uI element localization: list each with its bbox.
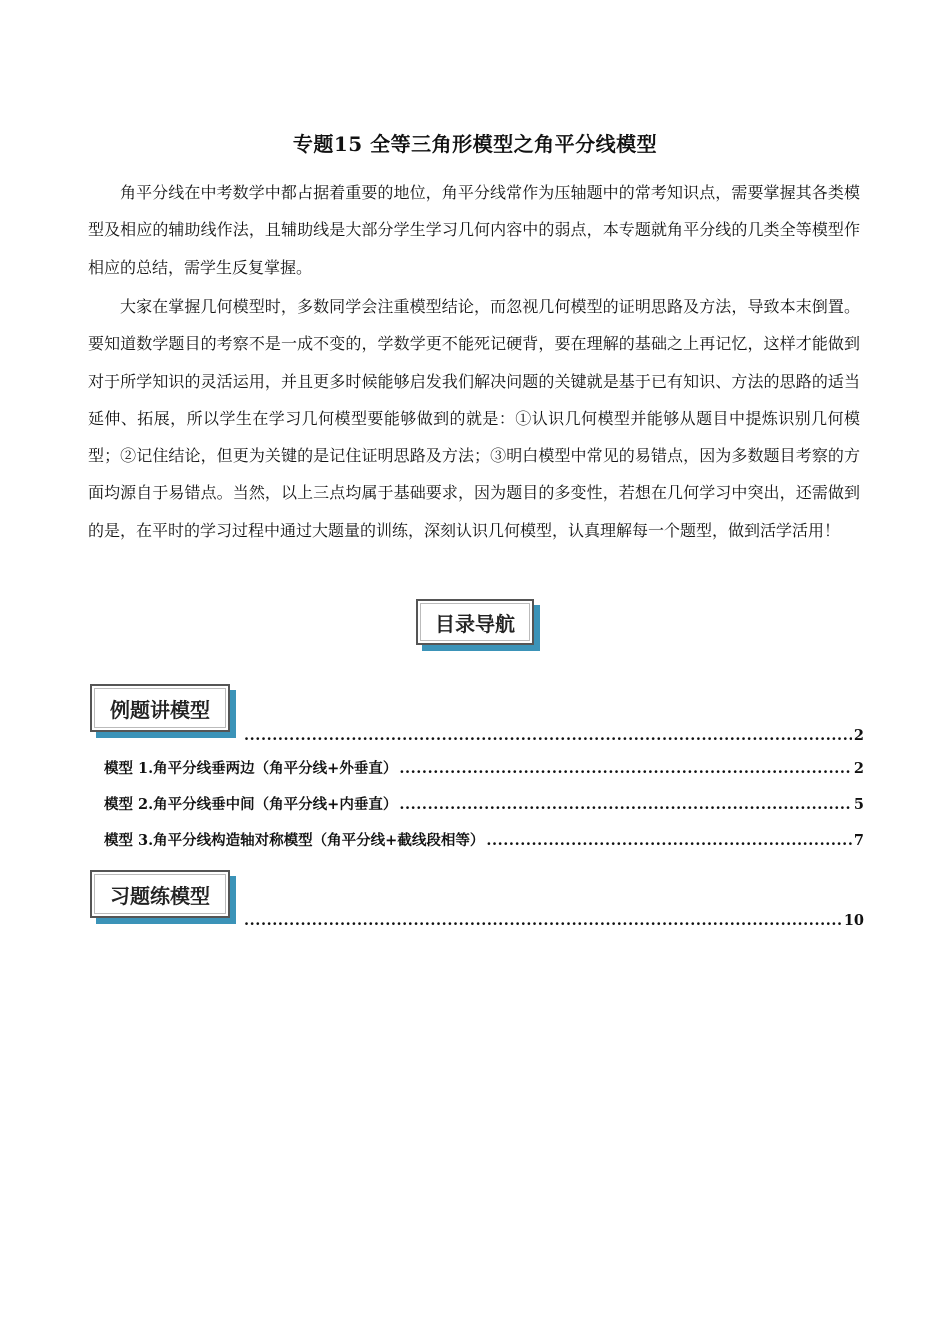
toc-leader-dots — [244, 727, 852, 744]
toc-entry-model-2[interactable] — [104, 793, 864, 814]
toc-page-number: 7 — [853, 832, 864, 849]
toc-entry-model-3[interactable] — [104, 829, 864, 850]
practice-section-heading: 习题练模型 — [90, 870, 230, 918]
toc-entry-label: 模型 3.角平分线构造轴对称模型（角平分线+截线段相等） — [104, 832, 485, 849]
toc-entry-examples[interactable] — [242, 727, 864, 744]
examples-section-heading: 例题讲模型 — [90, 684, 230, 732]
toc-leader-dots — [399, 796, 852, 813]
toc-page-number: 2 — [853, 760, 864, 777]
toc-entry-practice[interactable] — [242, 912, 864, 929]
toc-entry-label: 模型 1.角平分线垂两边（角平分线+外垂直） — [104, 760, 398, 777]
toc-page-number: 10 — [843, 912, 864, 929]
toc-page-number: 2 — [853, 727, 864, 744]
toc-leader-dots — [244, 912, 842, 929]
document-title: 专题15 全等三角形模型之角平分线模型 — [292, 132, 658, 156]
toc-leader-dots — [486, 832, 852, 849]
toc-page-number: 5 — [853, 796, 864, 813]
intro-paragraph-1: 角平分线在中考数学中都占据着重要的地位，角平分线常作为压轴题中的常考知识点，需要掌握其各类模型及相应的辅助线作法，且辅助线是大部分学生学习几何内容中的弱点，本专题就角平分线的几类全等模型作相应的总结，需学生反复掌握。 — [88, 183, 860, 277]
toc-entry-model-1[interactable] — [104, 757, 864, 778]
toc-leader-dots — [399, 760, 852, 777]
toc-entry-label: 模型 2.角平分线垂中间（角平分线+内垂直） — [104, 796, 398, 813]
toc-navigation-heading: 目录导航 — [416, 599, 534, 645]
intro-paragraph-2: 大家在掌握几何模型时，多数同学会注重模型结论，而忽视几何模型的证明思路及方法，导致本末倒置。要知道数学题目的考察不是一成不变的，学数学更不能死记硬背，要在理解的基础之上再记忆，这样才能做到对于所学知识的灵活运用，并且更多时候能够启发我们解决问题的关键就是基于已有知识、方法的思路的适当延伸、拓展，所以学生在学习几何模型要能够做到的就是：①认识几何模型并能够从题目中提炼识别几何模型；②记住结论，但更为关键的是记住证明思路及方法；③明白模型中常见的易错点，因为多数题目考察的方面均源自于易错点。当然，以上三点均属于基础要求，因为题目的多变性，若想在几何学习中突出，还需做到的是，在平时的学习过程中通过大题量的训练，深刻认识几何模型，认真理解每一个题型，做到活学活用！ — [88, 297, 860, 540]
